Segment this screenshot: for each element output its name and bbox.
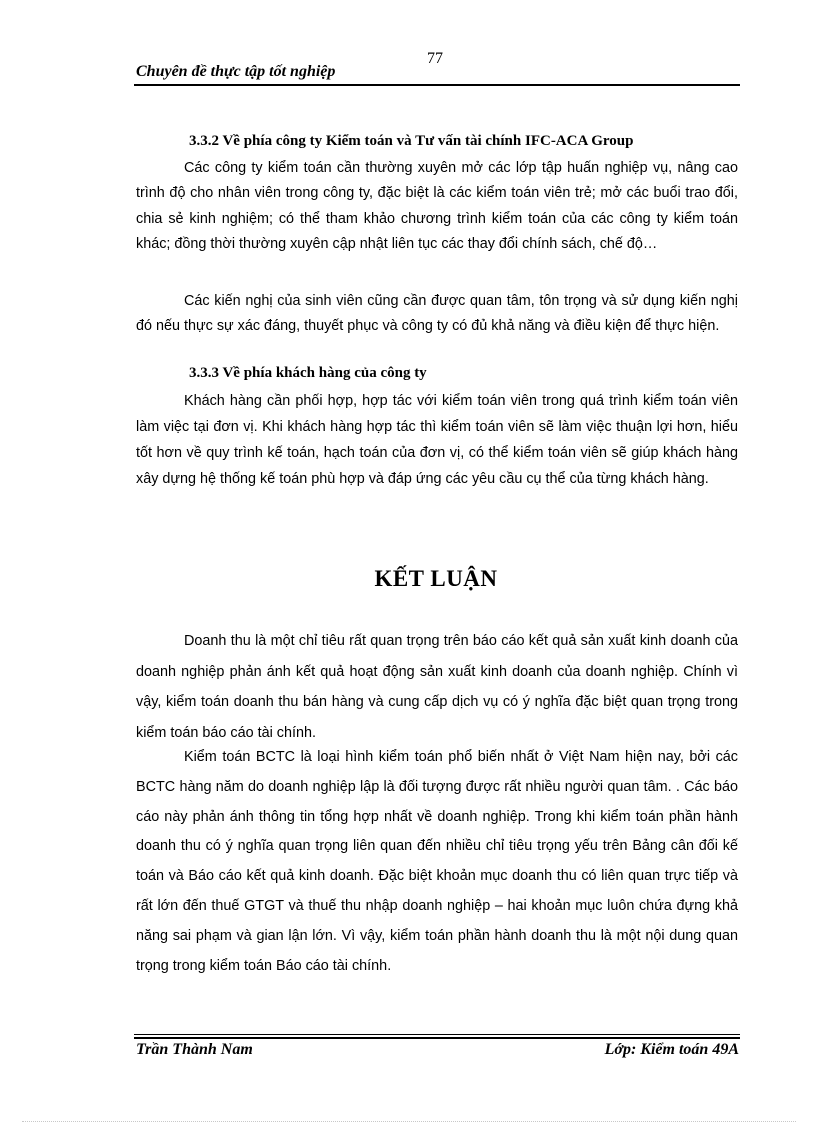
header-title: Chuyên đề thực tập tốt nghiệp xyxy=(136,63,336,80)
page-edge xyxy=(22,1121,796,1122)
section-333-heading: 3.3.3 Về phía khách hàng của công ty xyxy=(189,365,427,381)
section-332-body-2 xyxy=(136,289,738,340)
paragraph: Doanh thu là một chỉ tiêu rất quan trọng trên báo cáo kết quả sản xuất kinh doanh của doanh nghiệp phản ánh kết quả hoạt động sản xuất kinh doanh của doanh nghiệp. Chính vì vậy, kiểm toán doanh thu bán hàng và cung cấp dịch vụ có ý nghĩa đặc biệt quan trọng trong kiểm toán báo cáo tài chính. xyxy=(136,633,738,741)
paragraph: Khách hàng cần phối hợp, hợp tác với kiểm toán viên trong quá trình kiểm toán viên làm việc tại đơn vị. Khi khách hàng hợp tác thì kiểm toán viên sẽ làm việc thuận lợi hơn, hiểu tốt hơn về quy trình kế toán, hạch toán của đơn vị, có thể kiểm toán viên sẽ giúp khách hàng xây dựng hệ thống kế toán phù hợp và đáp ứng các yêu cầu cụ thể của từng khách hàng. xyxy=(136,393,738,487)
section-332-body-1 xyxy=(136,156,738,257)
section-332-heading: 3.3.2 Về phía công ty Kiểm toán và Tư vấn tài chính IFC-ACA Group xyxy=(189,133,634,149)
footer-author: Trần Thành Nam xyxy=(136,1041,253,1058)
conclusion-body-1 xyxy=(136,626,738,748)
paragraph: Các công ty kiểm toán cần thường xuyên mở các lớp tập huấn nghiệp vụ, nâng cao trình độ cho nhân viên trong công ty, đặc biệt là các kiểm toán viên trẻ; mở các buổi trao đổi, chia sẻ kinh nghiệm; có thể tham khảo chương trình kiểm toán của các công ty kiểm toán khác; đồng thời thường xuyên cập nhật liên tục các thay đổi chính sách, chế độ… xyxy=(136,160,738,252)
conclusion-heading: KẾT LUẬN xyxy=(374,566,498,591)
footer-divider-thin xyxy=(134,1034,740,1035)
paragraph: Các kiến nghị của sinh viên cũng cần được quan tâm, tôn trọng và sử dụng kiến nghị đó nếu thực sự xác đáng, thuyết phục và công ty có đủ khả năng và điều kiện để thực hiện. xyxy=(136,293,738,335)
footer-divider-thick xyxy=(134,1037,740,1039)
page-number: 77 xyxy=(427,50,443,67)
footer-class: Lớp: Kiểm toán 49A xyxy=(604,1041,739,1058)
conclusion-body-2 xyxy=(136,743,738,981)
header-divider xyxy=(134,84,740,86)
section-333-body xyxy=(136,388,738,492)
paragraph: Kiểm toán BCTC là loại hình kiểm toán phổ biến nhất ở Việt Nam hiện nay, bởi các BCTC hàng năm do doanh nghiệp lập là đối tượng được rất nhiều người quan tâm. . Các báo cáo này phản ánh thông tin tổng hợp nhất về doanh nghiệp. Trong khi kiểm toán phần hành doanh thu có ý nghĩa quan trọng liên quan đến nhiều chỉ tiêu trọng yếu trên Bảng cân đối kế toán và Báo cáo kết quả kinh doanh. Đặc biệt khoản mục doanh thu có liên quan trực tiếp và rất lớn đến thuế GTGT và thuế thu nhập doanh nghiệp – hai khoản mục luôn chứa đựng khả năng sai phạm và gian lận lớn. Vì vậy, kiểm toán phần hành doanh thu là một nội dung quan trọng trong kiểm toán Báo cáo tài chính. xyxy=(136,749,738,974)
